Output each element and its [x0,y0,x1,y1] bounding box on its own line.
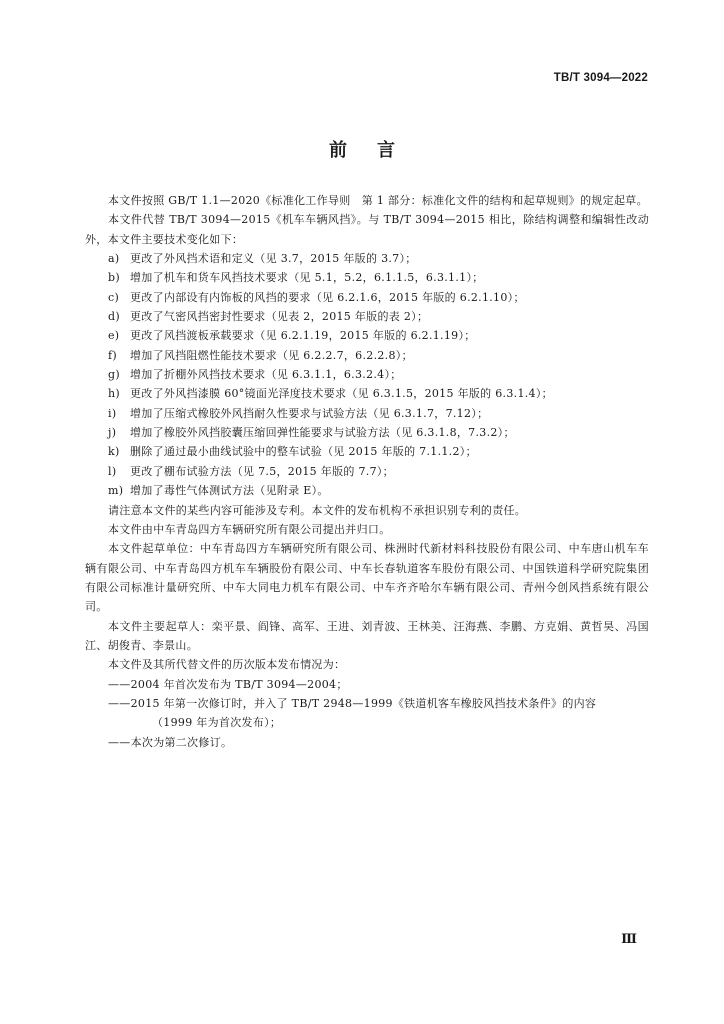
list-item-text: 增加了毒性气体测试方法（见附录 E）。 [130,484,329,498]
list-item-label: j) [108,426,117,440]
standard-number: TB/T 3094—2022 [553,72,648,84]
history-item: ——本次为第二次修订。 [108,735,233,749]
history-item: ——2015 年第一次修订时，并入了 TB/T 2948—1999《铁道机客车橡胶风挡技术条件》的内容 [108,696,597,710]
list-item-text: 增加了风挡阻燃性能技术要求（见 6.2.2.7，6.2.2.8）； [130,348,413,362]
page-number: Ⅲ [621,932,636,947]
list-item-text: 删除了通过最小曲线试验中的整车试验（见 2015 年版的 7.1.1.2）； [130,445,477,459]
list-item [85,288,649,307]
list-item [85,307,649,326]
paragraph-proposer: 本文件由中车青岛四方车辆研究所有限公司提出并归口。 [108,522,391,536]
list-item [85,346,649,365]
history-item: ——2004 年首次发布为 TB/T 3094—2004； [108,677,348,691]
paragraph-history-intro: 本文件及其所代替文件的历次版本发布情况为： [108,658,346,672]
list-item [85,365,649,384]
list-item-text: 增加了橡胶外风挡胶囊压缩回弹性能要求与试验方法（见 6.3.1.8，7.3.2）； [130,426,515,440]
list-item [85,249,649,268]
list-item-label: i) [108,406,117,420]
list-item-label: g) [108,368,120,382]
list-item-label: c) [108,290,120,304]
list-item [85,481,649,500]
list-item-label: d) [108,310,120,324]
list-item-label: e) [108,329,120,343]
list-item [85,326,649,345]
list-item-label: b) [108,271,120,285]
document-body [85,191,649,752]
paragraph-replacement: 本文件代替 TB/T 3094—2015《机车车辆风挡》。与 TB/T 3094—2015 相比，除结构调整和编辑性改动外，本文件主要技术变化如下： [85,213,649,246]
list-item-label: k) [108,445,120,459]
paragraph-drafting-units: 本文件起草单位：中车青岛四方车辆研究所有限公司、株洲时代新材料科技股份有限公司、中车唐山机车车辆有限公司、中车青岛四方机车车辆股份有限公司、中车长春轨道客车股份有限公司、中国铁道科学研究院集团有限公司标准计量研究所、中车大同电力机车有限公司、中车齐齐哈尔车辆有限公司、青州今创风挡系统有限公司。 [85,542,649,614]
list-item-text: 更改了气密风挡密封性要求（见表 2，2015 年版的表 2）； [130,310,429,324]
history-item-continuation: （1999 年为首次发布）； [152,716,282,730]
list-item-label: m) [108,484,124,498]
page-title: 前言 [329,140,425,161]
list-item-label: l) [108,464,117,478]
list-item-text: 更改了棚布试验方法（见 7.5，2015 年版的 7.7）； [130,464,394,478]
list-item-text: 更改了风挡渡板承载要求（见 6.2.1.19，2015 年版的 6.2.1.19）； [130,329,476,343]
paragraph-drafting-rules: 本文件按照 GB/T 1.1—2020《标准化工作导则 第 1 部分：标准化文件的结构和起草规则》的规定起草。 [108,194,648,207]
list-item-label: h) [108,387,120,401]
list-item-text: 增加了折棚外风挡技术要求（见 6.3.1.1，6.3.2.4）； [130,368,402,382]
list-item-text: 增加了压缩式橡胶外风挡耐久性要求与试验方法（见 6.3.1.7，7.12）； [130,406,489,420]
list-item-label: f) [108,348,117,362]
list-item-text: 更改了内部设有内饰板的风挡的要求（见 6.2.1.6，2015 年版的 6.2.1.10）； [130,290,525,304]
list-item-text: 更改了外风挡漆膜 60°镜面光泽度技术要求（见 6.3.1.5，2015 年版的 6.3.1.4）； [130,387,553,401]
list-item-text: 增加了机车和货车风挡技术要求（见 5.1，5.2，6.1.1.5，6.3.1.1）； [130,271,484,285]
list-item [85,423,649,442]
list-item [85,268,649,287]
list-item [85,384,649,403]
paragraph-drafters: 本文件主要起草人：栾平景、阎锋、高军、王进、刘青波、王林美、汪海燕、李鹏、方克娟、黄哲昊、冯国江、胡俊青、李景山。 [85,619,649,652]
list-item [85,404,649,423]
paragraph-patent-notice: 请注意本文件的某些内容可能涉及专利。本文件的发布机构不承担识别专利的责任。 [108,503,527,517]
list-item [85,462,649,481]
list-item [85,442,649,461]
list-item-text: 更改了外风挡术语和定义（见 3.7，2015 年版的 3.7）； [130,252,417,266]
list-item-label: a) [108,252,120,266]
